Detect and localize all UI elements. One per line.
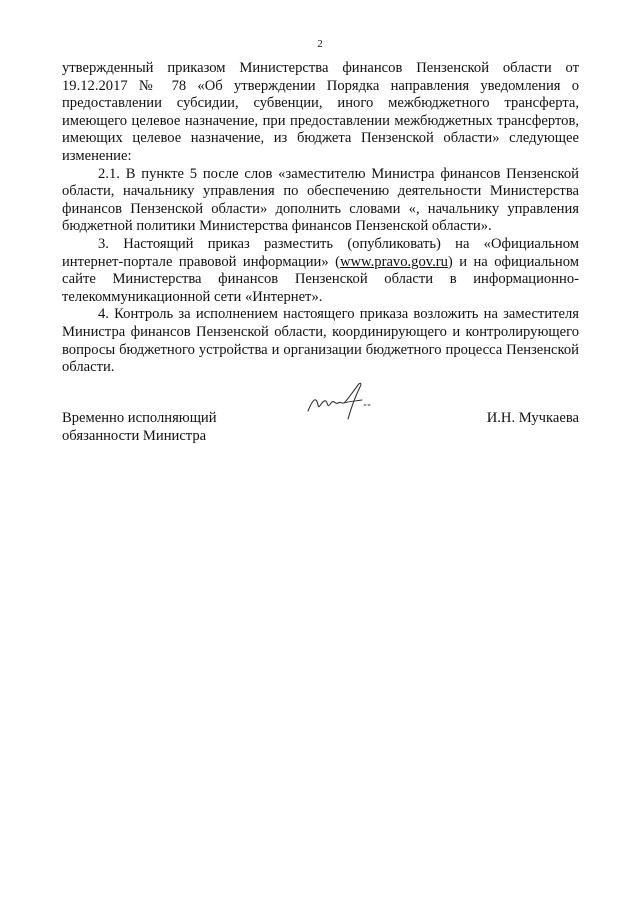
item-4-paragraph: 4. Контроль за исполнением настоящего приказа возложить на заместителя Министра финансов Пензенской области, координирующего и контролирующего вопросы бюджетного устройства и организации бюджетного процесса Пензенской области. xyxy=(62,306,579,376)
item-3-text-start: 3. Настоящий приказ разместить (опубликовать) на «Официальном интернет-портале правовой информации» ( xyxy=(62,235,579,270)
handwritten-signature xyxy=(300,375,380,425)
pravo-gov-link[interactable]: www.pravo.gov.ru xyxy=(339,253,448,270)
signatory-name: И.Н. Мучкаева xyxy=(486,410,579,426)
document-body xyxy=(62,60,579,377)
item-3-text-end: ) и на официальном сайте Министерства финансов Пензенской области в информационно-телекоммуникационной сети «Интернет». xyxy=(62,253,579,305)
position-line-2: обязанности Министра xyxy=(62,427,207,444)
signatory-position xyxy=(62,410,217,445)
item-3-paragraph xyxy=(62,236,579,306)
position-line-1: Временно исполняющий xyxy=(62,410,217,426)
item-2-1-paragraph: 2.1. В пункте 5 после слов «заместителю Министра финансов Пензенской области, начальнику управления по обеспечению деятельности Министерства финансов Пензенской области» дополнить словами «, начальнику управления бюджетной политики Министерства финансов Пензенской области». xyxy=(62,165,579,235)
page-number: 2 xyxy=(317,38,323,50)
intro-paragraph: утвержденный приказом Министерства финансов Пензенской области от 19.12.2017 № 78 «Об утверждении Порядка направления уведомления о предоставлении субсидии, субвенции, иного межбюджетного трансферта, имеющего целевое назначение, при предоставлении межбюджетных трансфертов, имеющих целевое назначение, из бюджета Пензенской области» следующее изменение: xyxy=(62,60,579,164)
